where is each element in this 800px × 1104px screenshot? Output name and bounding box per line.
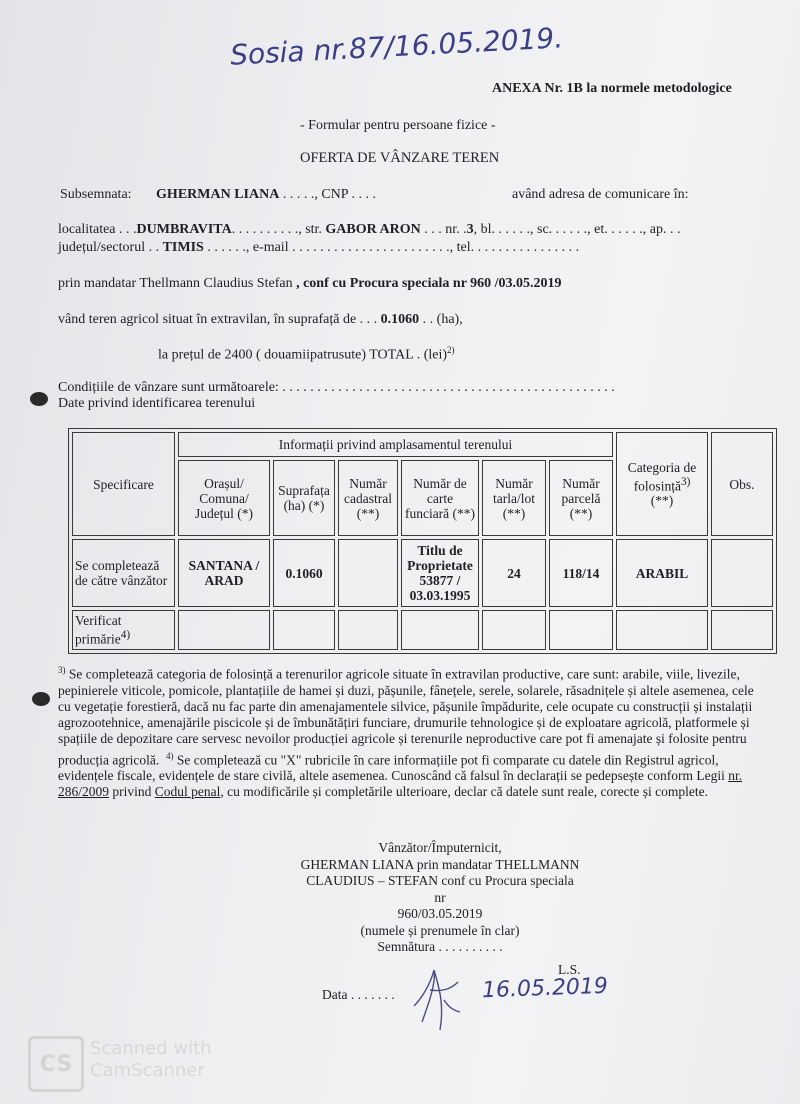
footnote-3-text: Se completează categoria de folosință a terenurilor agricole situate în extravilan productive, care sunt: arabile, viile, livezile, pepinierele viticole, pomicole, plantațiile de hamei și duzi, pășunile, fânețele, serele, solarele, răsadnițele și altele asemenea, cele cu vegetație forestieră, dacă nu fac parte din amenajamentele silvice, pășunile împădurite, cele ocupate cu construcții și instalații agrozootehnice, amenajările piscicole și de îmbunătățiri funciare, drumurile tehnologice și de exploatare agricolă, platformele și spațiile de depozitare care servesc nevoilor producției agricole și terenurile neproductive care pot fi amenajate și folosite pentru producția agricolă. <box>58 666 754 768</box>
handwritten-date: 16.05.2019 <box>481 973 609 1004</box>
nr-value: 3 <box>466 222 474 237</box>
cell-empty <box>401 610 479 650</box>
law-reference: nr. 286/2009 <box>58 768 743 800</box>
row-label-seller: Se completează de către vânzător <box>72 539 175 607</box>
cell-obs <box>711 539 773 607</box>
seller-line <box>60 187 376 203</box>
email-tel-field: . . . . . ., e-mail . . . . . . . . . . . . . . . . . . . . . . ., tel. . . . . . . . . . . . . . . . <box>207 240 580 255</box>
judet-label: județul/sectorul . . <box>58 240 160 255</box>
signer-name-line3: 960/03.05.2019 <box>397 906 483 921</box>
address-line <box>58 222 680 238</box>
cnp-field: . . . . ., CNP . . . . <box>282 187 377 202</box>
mandate-line <box>58 276 562 292</box>
header-obs: Obs. <box>711 432 773 536</box>
mandate-text: prin mandatar Thellmann Claudius Stefan <box>58 276 293 291</box>
subsemnata-label: Subsemnata: <box>60 187 132 202</box>
land-text-post: . . (ha), <box>422 312 463 327</box>
date-label: Data . . . . . . . <box>322 987 395 1002</box>
cell-oras: SANTANA / ARAD <box>178 539 270 607</box>
penal-code-reference: Codul penal <box>154 784 221 800</box>
header-suprafata: Suprafața (ha) (*) <box>273 460 335 536</box>
street-value: GABOR ARON <box>325 222 421 237</box>
footnote-4-end: , cu modificările și completările ulterioare, declar că datele sunt reale, corecte și complete. <box>220 784 709 800</box>
signer-name-line2: CLAUDIUS – STEFAN conf cu Procura speciala nr <box>306 873 574 905</box>
header-oras: Orașul/ Comuna/ Județul (*) <box>178 460 270 536</box>
cell-carte-funciara: Titlu de Proprietate 53877 / 03.03.1995 <box>401 539 479 607</box>
footnotes <box>58 662 758 801</box>
cell-empty <box>273 610 335 650</box>
cell-empty <box>549 610 613 650</box>
cell-parcela: 118/14 <box>549 539 613 607</box>
categoria-tail: (**) <box>650 493 674 509</box>
signer-name-line1: GHERMAN LIANA prin mandatar THELLMANN <box>300 856 580 872</box>
judet-value: TIMIS <box>162 240 204 255</box>
cell-empty <box>711 610 773 650</box>
nr-label: . . . nr. . <box>424 222 467 237</box>
footnote-4-ref: 4) <box>165 750 174 761</box>
watermark-line1: Scanned with <box>90 1038 212 1059</box>
cell-empty <box>338 610 398 650</box>
handwritten-signature <box>400 960 480 1040</box>
seller-name: GHERMAN LIANA <box>156 187 280 202</box>
punch-hole <box>30 392 48 406</box>
cell-categoria: ARABIL <box>616 539 708 607</box>
header-tarla: Număr tarla/lot (**) <box>482 460 546 536</box>
cell-empty <box>482 610 546 650</box>
cell-tarla: 24 <box>482 539 546 607</box>
document-title: OFERTA DE VÂNZARE TEREN <box>300 150 500 166</box>
land-surface-value: 0.1060 <box>380 312 420 327</box>
header-location-group: Informații privind amplasamentul terenului <box>178 432 613 457</box>
land-text-pre: vând teren agricol situat în extravilan, în suprafață de . . . <box>58 312 378 327</box>
sale-conditions: Condițiile de vânzare sunt următoarele: . . . . . . . . . . . . . . . . . . . . . . . . . . . . . . . . . . . . . . . . . . . . . . . . <box>58 380 615 395</box>
localitatea-label: localitatea . . . <box>58 222 137 237</box>
handwritten-registration-note: Sosia nr.87/16.05.2019. <box>229 21 564 72</box>
categoria-footnote-ref: 3) <box>680 475 691 488</box>
table-row <box>72 539 773 607</box>
ls-mark: L.S. <box>558 962 581 977</box>
header-categoria <box>616 432 708 536</box>
price-footnote-ref: 2) <box>447 345 455 355</box>
signer-role: Vânzător/Împuternicit, <box>378 840 502 855</box>
bl-rest: , bl. . . . . ., sc. . . . . ., et. . . . . ., ap. . . <box>473 222 681 237</box>
camscanner-logo: CS <box>28 1036 84 1092</box>
primarie-label: Verificat primărie <box>75 613 122 647</box>
annex-title: ANEXA Nr. 1B la normele metodologice <box>492 81 732 96</box>
form-subtitle: - Formular pentru persoane fizice - <box>300 118 496 133</box>
header-parcela: Număr parcelă (**) <box>549 460 613 536</box>
price-text: la prețul de 2400 ( douamiipatrusute) TOTAL . (lei) <box>158 347 448 363</box>
categoria-label: Categoria de folosință <box>627 459 697 494</box>
footnote-3-ref: 3) <box>58 665 66 675</box>
cell-cadastral <box>338 539 398 607</box>
camscanner-watermark <box>90 1038 212 1082</box>
judet-line <box>58 240 579 256</box>
address-label: având adresa de comunicare în: <box>512 187 689 202</box>
land-identification-title: Date privind identificarea terenului <box>58 396 256 411</box>
header-specificare: Specificare <box>72 432 175 536</box>
cell-empty <box>178 610 270 650</box>
signature-block <box>300 840 580 956</box>
footnote-4-mid: privind <box>109 784 155 800</box>
land-surface-line <box>58 312 463 328</box>
signer-caption: (numele și prenumele în clar) <box>360 922 520 938</box>
cell-empty <box>616 610 708 650</box>
signature-line: Semnătura . . . . . . . . . . <box>377 939 503 954</box>
procura-text: , conf cu Procura speciala nr 960 /03.05.2019 <box>296 276 562 291</box>
localitatea-value: DUMBRAVITA <box>136 222 232 237</box>
land-identification-table <box>68 428 777 654</box>
cell-suprafata: 0.1060 <box>273 539 335 607</box>
street-label: . . . . . . . . . ., str. <box>231 222 322 237</box>
header-cadastral: Număr cadastral (**) <box>338 460 398 536</box>
header-carte-funciara: Număr de carte funciară (**) <box>401 460 479 536</box>
table-header-row <box>72 432 773 457</box>
watermark-line2: CamScanner <box>90 1060 205 1081</box>
primarie-footnote-ref: 4) <box>120 629 131 642</box>
row-label-primarie <box>72 610 175 650</box>
price-line <box>158 345 455 364</box>
table-row <box>72 610 773 650</box>
punch-hole <box>32 692 50 706</box>
footnote-4-text: Se completează cu "X" rubricile în care informațiile pot fi comparate cu datele din Registrul agricol, evidențele fiscale, evidențele de stare civilă, altele asemenea. Cunoscând că falsul în declarații se pedepsește conform Legii <box>58 752 729 784</box>
